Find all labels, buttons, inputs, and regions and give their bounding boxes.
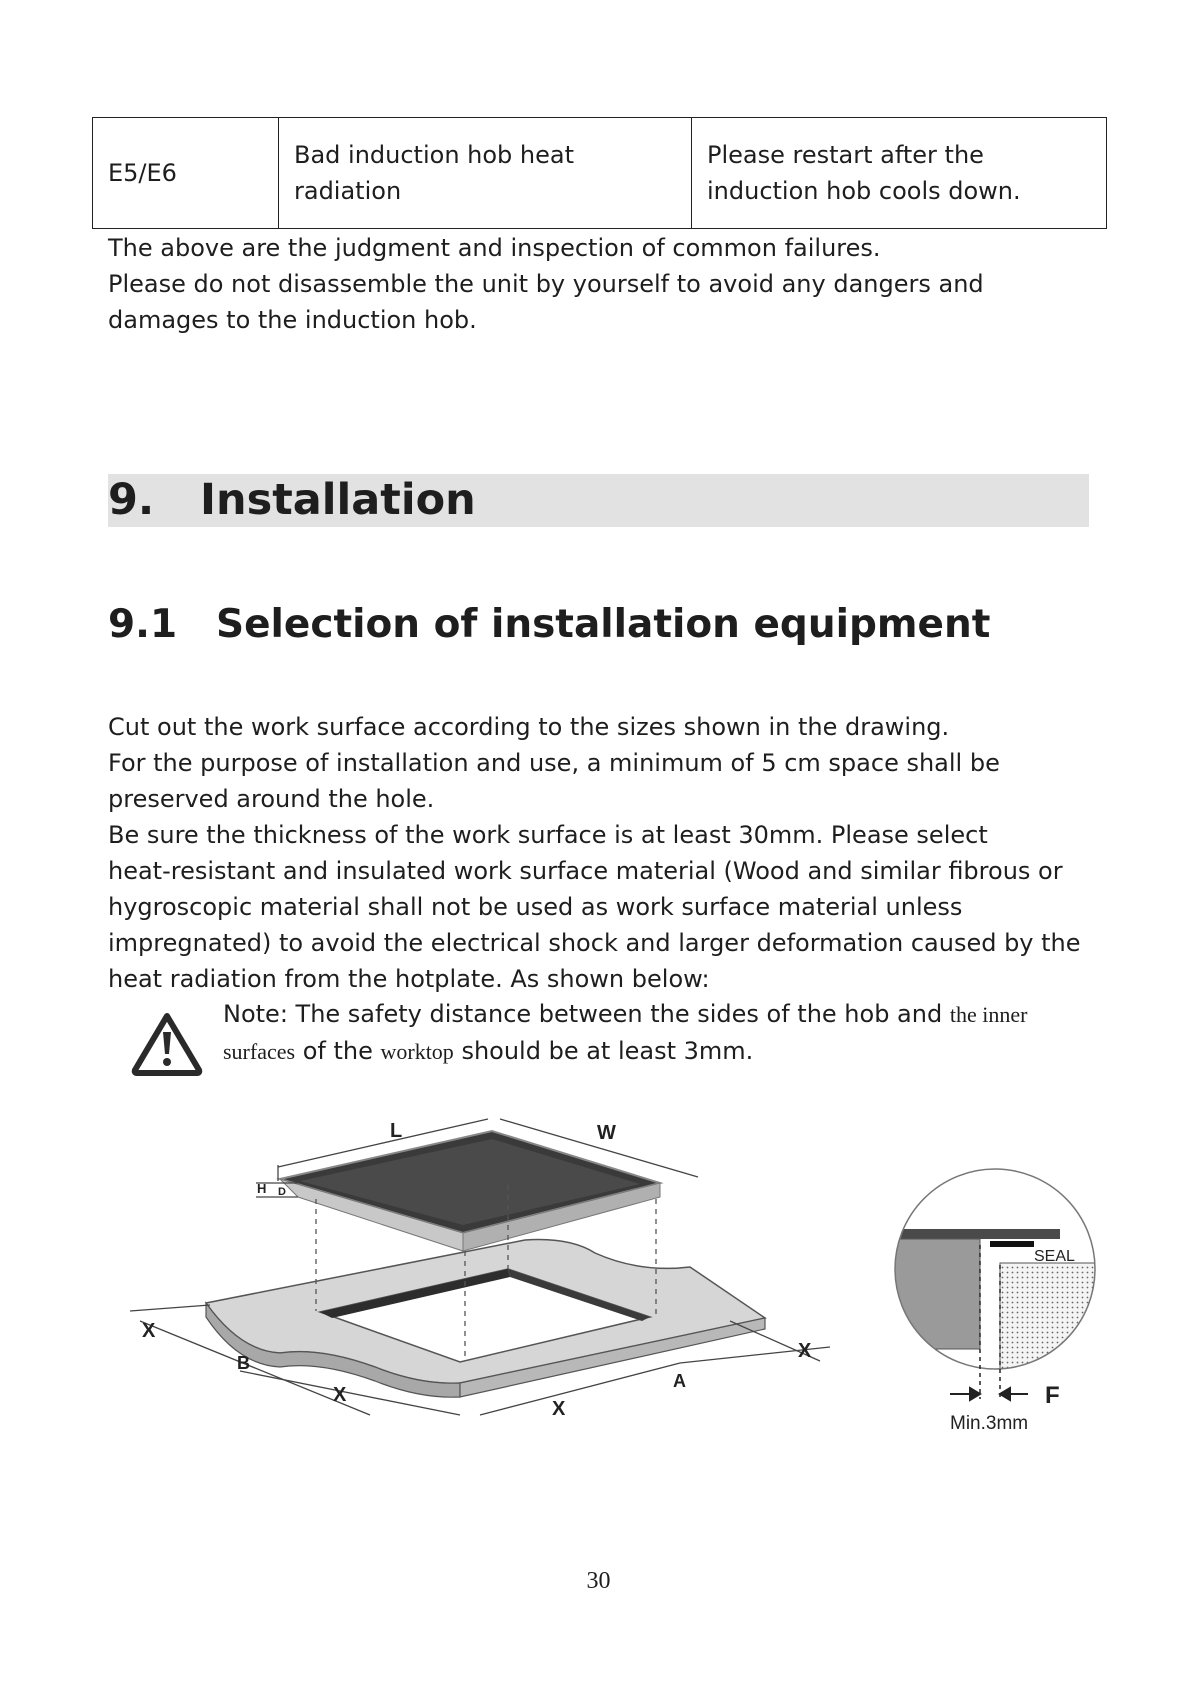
dimension-label-l: L [390, 1120, 403, 1142]
subsection-title: Selection of installation equipment [216, 602, 991, 647]
dimension-label-h: H [257, 1181, 267, 1196]
dimension-label-x: X [333, 1384, 347, 1406]
worktop-cutout-diagram [120, 1115, 860, 1435]
gap-label-f: F [1045, 1382, 1060, 1409]
section-heading [108, 474, 476, 527]
fault-description-cell: Bad induction hob heat radiation [279, 118, 692, 229]
dimension-label-a: A [673, 1371, 686, 1391]
text-line: hygroscopic material shall not be used as work surface material unless [108, 893, 963, 921]
note-text: worktop [380, 1039, 454, 1064]
fault-code-cell: E5/E6 [93, 118, 279, 229]
subsection-number: 9.1 [108, 602, 178, 647]
page-number: 30 [586, 1568, 611, 1594]
section-number: 9. [108, 475, 155, 525]
text-line: Be sure the thickness of the work surface is at least 30mm. Please select [108, 821, 988, 849]
text-line: Please do not disassemble the unit by yourself to avoid any dangers and [108, 270, 984, 298]
subsection-heading [108, 600, 990, 650]
dimension-label-x: X [798, 1340, 812, 1362]
seal-detail-diagram [890, 1165, 1105, 1445]
text-line: preserved around the hole. [108, 785, 435, 813]
dimension-label-d: D [278, 1186, 286, 1198]
text-line: heat-resistant and insulated work surface material (Wood and similar fibrous or [108, 857, 1063, 885]
text-line: The above are the judgment and inspection of common failures. [108, 234, 881, 262]
safety-note [223, 996, 1103, 1070]
note-text: should be at least 3mm. [453, 1037, 754, 1065]
note-text: surfaces [223, 1039, 296, 1064]
text-line: impregnated) to avoid the electrical shock and larger deformation caused by the [108, 929, 1081, 957]
dimension-label-x: X [552, 1398, 566, 1420]
section-title: Installation [200, 475, 476, 525]
text-line: Cut out the work surface according to the sizes shown in the drawing. [108, 713, 950, 741]
text-line: For the purpose of installation and use, a minimum of 5 cm space shall be [108, 749, 1000, 777]
note-text: of the [295, 1037, 381, 1065]
note-text: the inner [949, 1002, 1028, 1027]
note-text: Note: The safety distance between the sides of the hob and [223, 1000, 950, 1028]
fault-solution-cell: Please restart after the induction hob cools down. [692, 118, 1107, 229]
fault-table [92, 117, 1107, 229]
dimension-label-x: X [142, 1320, 156, 1342]
dimension-label-b: B [237, 1353, 250, 1373]
warning-triangle-icon [131, 1012, 203, 1076]
seal-label: SEAL [1034, 1248, 1075, 1265]
text-line: heat radiation from the hotplate. As shown below: [108, 965, 710, 993]
text-line: damages to the induction hob. [108, 306, 477, 334]
dimension-label-w: W [597, 1122, 616, 1144]
intro-paragraph [108, 230, 1108, 338]
min-gap-label: Min.3mm [950, 1413, 1029, 1434]
table-row [93, 118, 1107, 229]
body-paragraph [108, 709, 1108, 997]
